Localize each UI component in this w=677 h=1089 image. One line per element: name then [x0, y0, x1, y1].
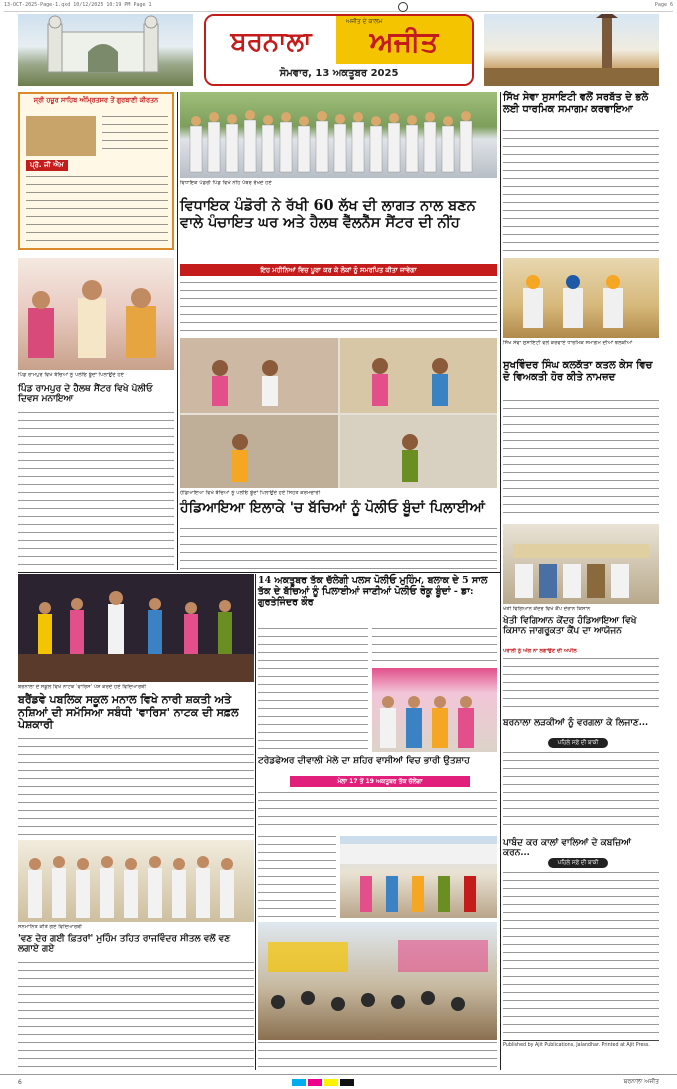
tradefair-illustration	[340, 836, 497, 918]
pulse-polio-body-left	[258, 628, 368, 752]
magenta-swatch	[308, 1079, 322, 1086]
kvk-photo	[503, 524, 659, 604]
mla-strip: ਇਹ ਮਹੀਨਿਆਂ ਵਿਚ ਪੂਰਾ ਕਰ ਕੇ ਲੋਕਾਂ ਨੂੰ ਸਮਰਪਿਤ ਕੀਤਾ ਜਾਵੇਗਾ	[180, 264, 497, 276]
pulse-polio-headline: 14 ਅਕਤੂਬਰ ਤੱਕ ਚੱਲੇਗੀ ਪਲਸ ਪੋਲੀਓ ਮੁਹਿੰਮ, ਬਲਾਕ ਦੇ 5 ਸਾਲ ਤੱਕ ਦੇ ਬੱਚਿਆਂ ਨੂੰ ਪਿਲਾਈਆਂ ਜਾਣੀਆਂ ਪੋਲੀਓ ਰੋਕੂ ਬੂੰਦਾਂ - ਡਾ: ਗੁਰਤੇਜਿੰਦਰ ਕੌਰ	[258, 575, 488, 608]
kvk-body	[503, 658, 659, 714]
header-tower-photo	[484, 14, 659, 86]
rampur-illustration	[18, 258, 174, 370]
masthead-city: ਬਰਨਾਲਾ	[206, 16, 336, 68]
footer-left: 6	[18, 1078, 22, 1086]
handiaya-body	[180, 528, 497, 570]
header-gate-photo	[18, 14, 193, 86]
kvk-subhead: ਪਰਾਲੀ ਨੂੰ ਅੱਗ ਨਾ ਲਗਾਉਣ ਦੀ ਅਪੀਲ	[503, 648, 577, 654]
ad-photo	[26, 116, 96, 156]
black-swatch	[340, 1079, 354, 1086]
handiaya-illustration	[180, 338, 497, 488]
masthead-tagline: ਅਜੀਤ ਦੇ ਕਾਲਮ	[346, 18, 383, 25]
cyan-swatch	[292, 1079, 306, 1086]
sikh-seva-illustration	[503, 258, 659, 338]
sikh-seva-headline: ਸਿੱਖ ਸੇਵਾ ਸੁਸਾਇਟੀ ਵਲੋਂ ਸਰਬੱਤ ਦੇ ਭਲੇ ਲਈ ਧਾਰਮਿਕ ਸਮਾਗਮ ਕਰਵਾਇਆ	[503, 92, 649, 115]
masthead-date: ਸੋਮਵਾਰ, 13 ਅਕਤੂਬਰ 2025	[206, 64, 472, 84]
crowd-illustration	[180, 92, 497, 178]
school-drama-headline: ਬਰੈਂਡਵੇ ਪਬਲਿਕ ਸਕੂਲ ਮਨਾਲ ਵਿਖੇ ਨਾਰੀ ਸ਼ਕਤੀ ਅਤੇ ਨਸ਼ਿਆਂ ਦੀ ਸਮੱਸਿਆ ਸਬੰਧੀ 'ਵਾਰਿਸ' ਨਾਟਕ ਦੀ ਸਫ਼ਲ ਪੇਸ਼ਕਾਰੀ	[18, 693, 239, 732]
imprint: Published by Ajit Publications, Jalandhar. Printed at Ajit Press.	[503, 1040, 659, 1070]
yellow-swatch	[324, 1079, 338, 1086]
polio-rampur-caption: ਪਿੰਡ ਰਾਮਪੁਰ ਵਿਖੇ ਬੱਚਿਆਂ ਨੂੰ ਪੋਲੀਓ ਬੂੰਦਾਂ ਪਿਲਾਉਂਦੇ ਹੋਏ	[18, 372, 124, 378]
tradefair-crowd-illustration	[258, 922, 497, 1040]
school-drama-body	[18, 738, 254, 836]
sukhwinder-body	[503, 400, 659, 520]
kidnapping-tag: ਪਹਿਲੇ ਸਫ਼ੇ ਦੀ ਬਾਕੀ	[548, 858, 608, 868]
print-slug	[4, 2, 673, 12]
mla-headline: ਵਿਧਾਇਕ ਪੰਡੋਰੀ ਨੇ ਰੱਖੀ 60 ਲੱਖ ਦੀ ਲਾਗਤ ਨਾਲ ਬਣਨ ਵਾਲੇ ਪੰਚਾਇਤ ਘਰ ਅਤੇ ਹੈਲਥ ਵੈੱਲਨੈੱਸ ਸੈਂਟਰ ਦੀ ਨੀਂਹ	[180, 197, 476, 231]
column-rule	[177, 92, 178, 570]
sukhwinder-headline: ਸੁਖਵਿੰਦਰ ਸਿੰਘ ਕਲਕੱਤਾ ਕਤਲ ਕੇਸ ਵਿਚ ਦੋ ਵਿਅਕਤੀ ਹੋਰ ਕੀਤੇ ਨਾਮਜ਼ਦ	[503, 360, 653, 383]
awards-illustration	[18, 840, 254, 922]
color-bar	[292, 1079, 354, 1086]
barnala-girls-body	[503, 752, 659, 832]
handiaya-photo-collage	[180, 338, 497, 488]
school-drama-photo	[18, 574, 254, 682]
school-drama-caption: ਬਰਨਾਲਾ ਦੇ ਸਕੂਲ ਵਿਖੇ ਨਾਟਕ 'ਵਾਰਿਸ' ਪੇਸ਼ ਕਰਦੇ ਹੋਏ ਵਿਦਿਆਰਥੀ	[18, 684, 147, 690]
tower-illustration	[484, 14, 659, 86]
drama-illustration	[18, 574, 254, 682]
masthead-paper: ਅਜੀਤ	[336, 16, 472, 68]
ad-badge: ਪ੍ਰੋ. ਜੀ ਐਮ	[26, 160, 68, 171]
barnala-girls-tag: ਪਹਿਲੇ ਸਫ਼ੇ ਦੀ ਬਾਕੀ	[548, 738, 608, 748]
footer-center: ਬਰਨਾਲਾ ਅਜੀਤ	[623, 1078, 659, 1085]
pulse-polio-illustration	[372, 668, 497, 752]
tradefair-crowd-photo	[258, 922, 497, 1040]
kvk-caption: ਖੇਤੀ ਵਿਗਿਆਨ ਕੇਂਦਰ ਵਿਖੇ ਕੈਂਪ ਦੌਰਾਨ ਕਿਸਾਨ	[503, 606, 591, 612]
handiaya-headline: ਹੰਡਿਆਇਆ ਇਲਾਕੇ 'ਚ ਬੱਚਿਆਂ ਨੂੰ ਪੋਲੀਓ ਬੂੰਦਾਂ ਪਿਲਾਈਆਂ	[180, 500, 485, 516]
sikh-seva-photo	[503, 258, 659, 338]
slug-right: Page 6	[654, 2, 673, 8]
slug-left: 13-OCT-2025-Page-1.qxd 10/12/2025 10:19 PM Page 1	[4, 2, 152, 8]
kvk-headline: ਖੇਤੀ ਵਿਗਿਆਨ ਕੇਂਦਰ ਹੰਡਿਆਇਆ ਵਿਖੇ ਕਿਸਾਨ ਜਾਗਰੂਕਤਾ ਕੈਂਪ ਦਾ ਆਯੋਜਨ	[503, 616, 637, 637]
polio-rampur-photo	[18, 258, 174, 370]
gate-illustration	[18, 14, 193, 86]
column-rule	[500, 92, 501, 1070]
tradefair-strip: ਮੇਲਾ 17 ਤੋਂ 19 ਅਕਤੂਬਰ ਤੱਕ ਚੱਲੇਗਾ	[290, 776, 470, 787]
sikh-seva-body	[503, 130, 659, 256]
barnala-girls-headline: ਬਰਨਾਲਾ ਲੜਕੀਆਂ ਨੂੰ ਵਰਗਲਾ ਕੇ ਲਿਜਾਣ...	[503, 718, 649, 728]
sikh-seva-caption: ਸਿੱਖ ਸੇਵਾ ਸੁਸਾਇਟੀ ਵਲੋਂ ਕਰਵਾਏ ਧਾਰਮਿਕ ਸਮਾਗਮ ਦੀਆਂ ਝਲਕੀਆਂ	[503, 340, 633, 346]
page-header	[18, 14, 659, 86]
pulse-polio-body-right	[372, 628, 497, 664]
pulse-polio-photo	[372, 668, 497, 752]
column-rule	[255, 574, 256, 1070]
mla-photo-caption: ਵਿਧਾਇਕ ਪੰਡੋਰੀ ਪਿੰਡ ਵਿਖੇ ਨੀਂਹ ਪੱਥਰ ਰੱਖਦੇ ਹੋਏ	[180, 180, 272, 186]
handiaya-caption: ਹੰਡਿਆਇਆ ਵਿਖੇ ਬੱਚਿਆਂ ਨੂੰ ਪੋਲੀਓ ਬੂੰਦਾਂ ਪਿਲਾਉਂਦੇ ਹੋਏ ਸਿਹਤ ਕਰਮਚਾਰੀ	[180, 490, 321, 496]
ad-body-lines	[26, 176, 168, 244]
mla-body	[180, 282, 497, 334]
polio-rampur-body	[18, 412, 174, 568]
tradefair-body-3	[258, 1042, 497, 1070]
awards-headline: 'ਵਣ ਦੇਰ ਗਈ ਫ਼ਿਤਰਾਂ' ਮੁਹਿੰਮ ਤਹਿਤ ਰਾਜਵਿੰਦਰ ਸੀਤਲ ਵਲੋਂ ਵਣ ਲਗਾਏ ਗਏ	[18, 934, 231, 955]
ad-text-lines	[102, 116, 168, 156]
kvk-illustration	[503, 524, 659, 604]
page-footer	[0, 1074, 677, 1089]
awards-photo	[18, 840, 254, 922]
tradefair-body-2	[258, 836, 336, 918]
tradefair-headline: ਟਰੇਡਫੇਅਰ ਦੀਵਾਲੀ ਮੇਲੇ ਦਾ ਸ਼ਹਿਰ ਵਾਸੀਆਂ ਵਿਚ ਭਾਰੀ ਉਤਸ਼ਾਹ	[258, 756, 470, 766]
masthead	[204, 14, 474, 86]
registration-mark-icon	[398, 2, 408, 12]
kidnapping-body	[503, 872, 659, 1036]
kirtan-advertisement	[18, 92, 174, 250]
tradefair-body	[258, 792, 497, 832]
kidnapping-headline: ਪਾਬੰਦ ਕਰ ਕਾਲਾਂ ਵਾਲਿਆਂ ਦੇ ਕਬਜ਼ਿਆਂ ਕਰਨ...	[503, 838, 631, 859]
polio-rampur-headline: ਪਿੰਡ ਰਾਮਪੁਰ ਦੇ ਹੈਲਥ ਸੈਂਟਰ ਵਿਖੇ ਪੋਲੀਓ ਦਿਵਸ ਮਨਾਇਆ	[18, 384, 153, 405]
awards-body	[18, 962, 254, 1070]
mla-group-photo	[180, 92, 497, 178]
tradefair-photo	[340, 836, 497, 918]
row-rule	[18, 572, 500, 573]
ad-title: ਸ੍ਰੀ ਹਜ਼ੂਰ ਸਾਹਿਬ ਅੰਮ੍ਰਿਤਸਰ ਤੋਂ ਗੁਰਬਾਣੀ ਕੀਰਤਨ	[33, 96, 159, 104]
awards-caption: ਸਨਮਾਨਿਤ ਕੀਤੇ ਗਏ ਵਿਦਿਆਰਥੀ	[18, 924, 82, 930]
